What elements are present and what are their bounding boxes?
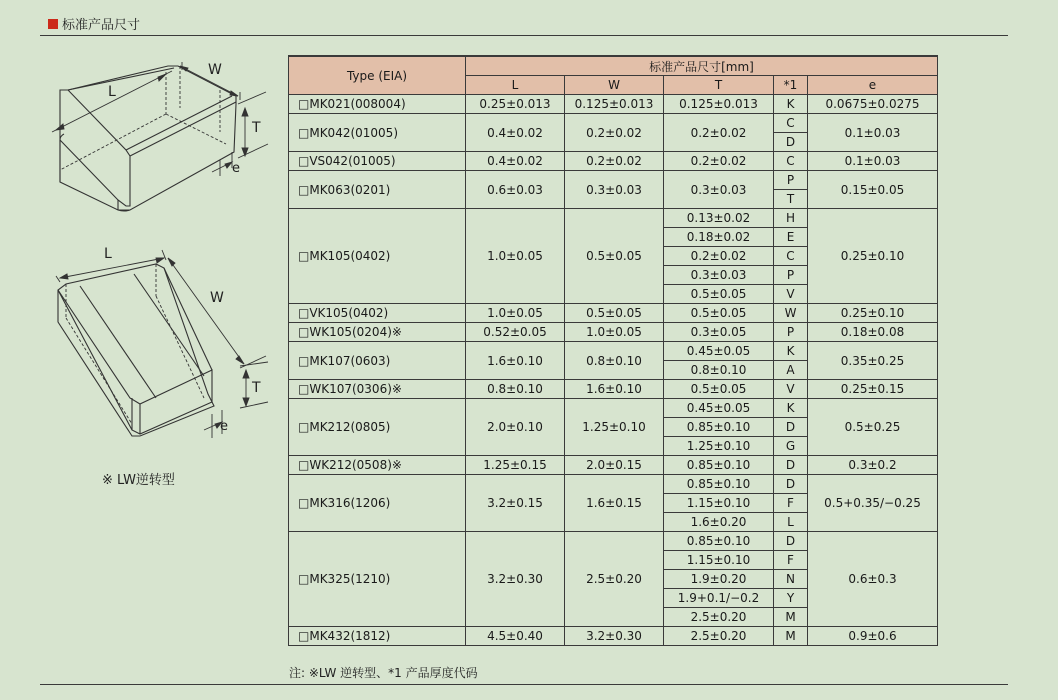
header-group: 标准产品尺寸[mm]: [466, 56, 938, 76]
cell-w: 2.0±0.15: [565, 456, 664, 475]
cell-e: 0.25±0.10: [808, 304, 938, 323]
cell-l: 2.0±0.10: [466, 399, 565, 456]
cell-thickness-code: F: [774, 494, 808, 513]
cell-thickness-code: E: [774, 228, 808, 247]
cell-t: 0.2±0.02: [664, 247, 774, 266]
dimension-table: [288, 55, 938, 646]
table-row: [289, 152, 938, 171]
cell-type: □MK021(008004): [289, 95, 466, 114]
dim-label-w: W: [210, 290, 224, 306]
cell-t: 0.2±0.02: [664, 152, 774, 171]
header-type: Type (EIA): [289, 56, 466, 95]
cell-type: □MK063(0201): [289, 171, 466, 209]
footnote: 注: ※LW 逆转型、*1 产品厚度代码: [289, 666, 478, 680]
cell-t: 1.15±0.10: [664, 494, 774, 513]
cell-w: 0.3±0.03: [565, 171, 664, 209]
cell-l: 0.4±0.02: [466, 114, 565, 152]
cell-e: 0.6±0.3: [808, 532, 938, 627]
cell-thickness-code: F: [774, 551, 808, 570]
table-row: [289, 323, 938, 342]
table-row: [289, 342, 938, 361]
cell-thickness-code: L: [774, 513, 808, 532]
cell-thickness-code: A: [774, 361, 808, 380]
cell-l: 1.6±0.10: [466, 342, 565, 380]
table-row: [289, 532, 938, 551]
cell-l: 4.5±0.40: [466, 627, 565, 646]
cell-type: □MK212(0805): [289, 399, 466, 456]
cell-t: 0.85±0.10: [664, 418, 774, 437]
header-t: T: [664, 76, 774, 95]
cell-t: 1.9±0.20: [664, 570, 774, 589]
cell-t: 0.5±0.05: [664, 285, 774, 304]
cell-t: 0.13±0.02: [664, 209, 774, 228]
cell-thickness-code: P: [774, 171, 808, 190]
lw-reverse-note: ※ LW逆转型: [102, 473, 175, 488]
section-header: [48, 14, 140, 33]
cell-t: 0.45±0.05: [664, 342, 774, 361]
cell-thickness-code: C: [774, 114, 808, 133]
cell-type: □MK316(1206): [289, 475, 466, 532]
cell-t: 0.8±0.10: [664, 361, 774, 380]
cell-t: 0.5±0.05: [664, 380, 774, 399]
cell-l: 1.25±0.15: [466, 456, 565, 475]
cell-w: 1.0±0.05: [565, 323, 664, 342]
cell-type: □VS042(01005): [289, 152, 466, 171]
cell-thickness-code: P: [774, 323, 808, 342]
cell-w: 1.25±0.10: [565, 399, 664, 456]
cell-thickness-code: M: [774, 627, 808, 646]
cell-type: □MK325(1210): [289, 532, 466, 627]
cell-l: 0.4±0.02: [466, 152, 565, 171]
cell-t: 0.3±0.03: [664, 171, 774, 209]
cell-t: 0.85±0.10: [664, 456, 774, 475]
cell-thickness-code: C: [774, 247, 808, 266]
table-row: [289, 209, 938, 228]
cell-thickness-code: K: [774, 95, 808, 114]
section-title: 标准产品尺寸: [62, 18, 141, 33]
cell-w: 1.6±0.10: [565, 380, 664, 399]
table-row: [289, 399, 938, 418]
cell-thickness-code: D: [774, 456, 808, 475]
dim-label-t: T: [252, 380, 261, 396]
cell-l: 3.2±0.30: [466, 532, 565, 627]
table-row: [289, 171, 938, 190]
cell-thickness-code: N: [774, 570, 808, 589]
cell-t: 0.85±0.10: [664, 532, 774, 551]
cell-e: 0.35±0.25: [808, 342, 938, 380]
cell-thickness-code: G: [774, 437, 808, 456]
cell-w: 0.125±0.013: [565, 95, 664, 114]
cell-type: □VK105(0402): [289, 304, 466, 323]
cell-thickness-code: T: [774, 190, 808, 209]
cell-e: 0.9±0.6: [808, 627, 938, 646]
red-square-marker-icon: [48, 19, 58, 29]
cell-type: □WK105(0204)※: [289, 323, 466, 342]
cell-e: 0.18±0.08: [808, 323, 938, 342]
dim-label-w: W: [208, 62, 222, 78]
cell-t: 1.25±0.10: [664, 437, 774, 456]
cell-type: □MK042(01005): [289, 114, 466, 152]
table-row: [289, 475, 938, 494]
dim-label-l: L: [108, 84, 116, 100]
cell-thickness-code: V: [774, 285, 808, 304]
cell-w: 0.5±0.05: [565, 209, 664, 304]
cell-w: 3.2±0.30: [565, 627, 664, 646]
cell-t: 1.6±0.20: [664, 513, 774, 532]
dim-label-l: L: [104, 246, 112, 262]
cell-e: 0.15±0.05: [808, 171, 938, 209]
table-row: [289, 95, 938, 114]
bottom-divider: [40, 684, 1008, 685]
cell-thickness-code: V: [774, 380, 808, 399]
cell-t: 0.125±0.013: [664, 95, 774, 114]
cell-l: 1.0±0.05: [466, 304, 565, 323]
table-row: [289, 304, 938, 323]
top-divider: [40, 35, 1008, 36]
cell-t: 2.5±0.20: [664, 608, 774, 627]
cell-e: 0.1±0.03: [808, 114, 938, 152]
table-row: [289, 456, 938, 475]
cell-type: □MK105(0402): [289, 209, 466, 304]
cell-type: □WK212(0508)※: [289, 456, 466, 475]
cell-e: 0.5±0.25: [808, 399, 938, 456]
cell-t: 0.2±0.02: [664, 114, 774, 152]
cell-thickness-code: Y: [774, 589, 808, 608]
cell-thickness-code: K: [774, 342, 808, 361]
cell-t: 0.3±0.05: [664, 323, 774, 342]
cell-t: 2.5±0.20: [664, 627, 774, 646]
chip-dimension-diagram-standard: [48, 52, 278, 222]
table-row: [289, 114, 938, 133]
cell-l: 0.8±0.10: [466, 380, 565, 399]
cell-type: □MK432(1812): [289, 627, 466, 646]
cell-t: 0.18±0.02: [664, 228, 774, 247]
cell-t: 0.85±0.10: [664, 475, 774, 494]
table-row: [289, 380, 938, 399]
header-w: W: [565, 76, 664, 95]
cell-w: 1.6±0.15: [565, 475, 664, 532]
cell-t: 1.15±0.10: [664, 551, 774, 570]
cell-thickness-code: P: [774, 266, 808, 285]
chip-dimension-diagram-lw-reverse: [44, 238, 274, 448]
cell-thickness-code: D: [774, 133, 808, 152]
cell-l: 0.52±0.05: [466, 323, 565, 342]
cell-e: 0.1±0.03: [808, 152, 938, 171]
cell-type: □WK107(0306)※: [289, 380, 466, 399]
cell-t: 0.5±0.05: [664, 304, 774, 323]
cell-thickness-code: C: [774, 152, 808, 171]
cell-thickness-code: M: [774, 608, 808, 627]
cell-thickness-code: D: [774, 418, 808, 437]
cell-e: 0.25±0.15: [808, 380, 938, 399]
cell-thickness-code: W: [774, 304, 808, 323]
cell-w: 0.2±0.02: [565, 152, 664, 171]
cell-thickness-code: K: [774, 399, 808, 418]
header-l: L: [466, 76, 565, 95]
cell-thickness-code: D: [774, 475, 808, 494]
cell-l: 1.0±0.05: [466, 209, 565, 304]
header-e: e: [808, 76, 938, 95]
cell-thickness-code: D: [774, 532, 808, 551]
dim-label-e: e: [220, 419, 228, 434]
dim-label-t: T: [252, 120, 261, 136]
cell-l: 3.2±0.15: [466, 475, 565, 532]
cell-w: 0.5±0.05: [565, 304, 664, 323]
dim-label-e: e: [232, 161, 240, 176]
cell-l: 0.6±0.03: [466, 171, 565, 209]
table-row: [289, 627, 938, 646]
cell-t: 0.3±0.03: [664, 266, 774, 285]
cell-w: 2.5±0.20: [565, 532, 664, 627]
cell-w: 0.8±0.10: [565, 342, 664, 380]
header-code: *1: [774, 76, 808, 95]
cell-t: 0.45±0.05: [664, 399, 774, 418]
cell-e: 0.3±0.2: [808, 456, 938, 475]
cell-type: □MK107(0603): [289, 342, 466, 380]
cell-l: 0.25±0.013: [466, 95, 565, 114]
cell-e: 0.25±0.10: [808, 209, 938, 304]
cell-e: 0.0675±0.0275: [808, 95, 938, 114]
cell-w: 0.2±0.02: [565, 114, 664, 152]
cell-t: 1.9+0.1/−0.2: [664, 589, 774, 608]
cell-e: 0.5+0.35/−0.25: [808, 475, 938, 532]
cell-thickness-code: H: [774, 209, 808, 228]
